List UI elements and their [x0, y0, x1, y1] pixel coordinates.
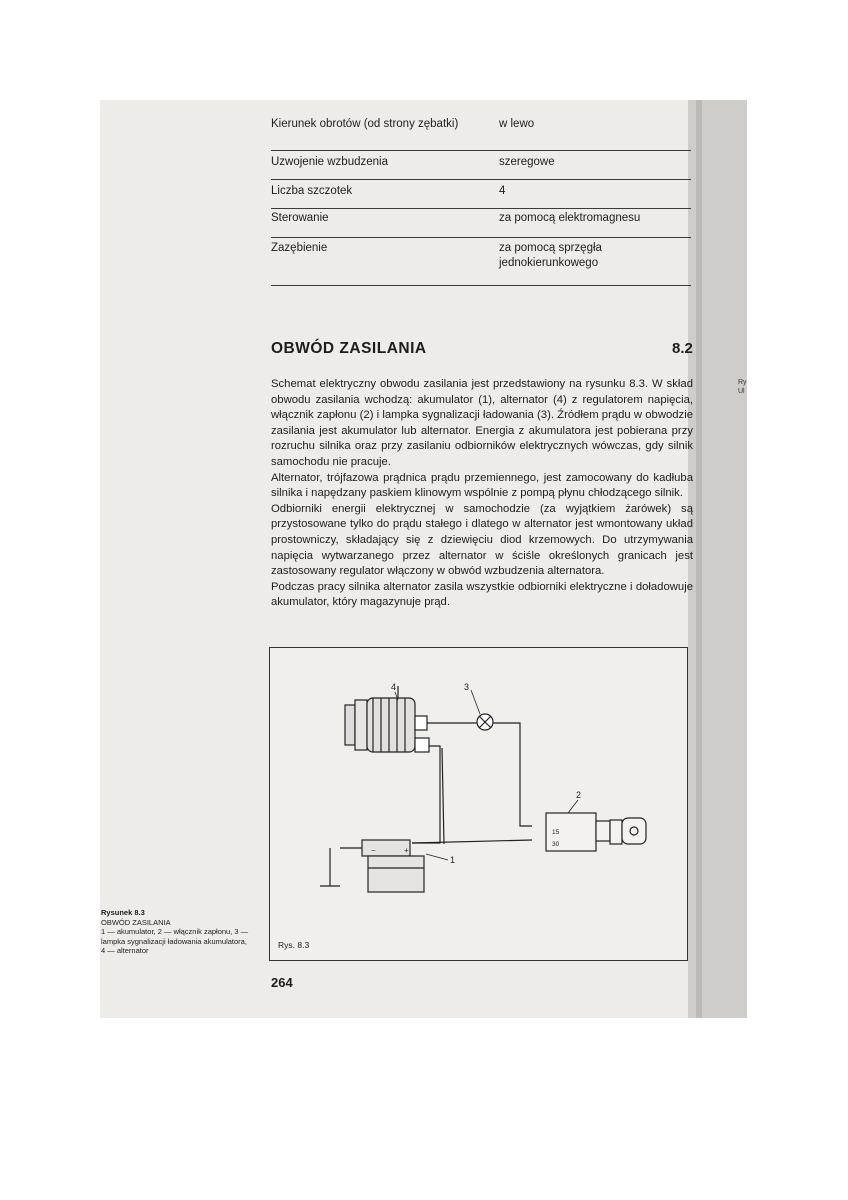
caption-title: Rysunek 8.3: [101, 908, 145, 917]
section-number: 8.2: [672, 340, 693, 357]
circuit-diagram: [269, 647, 688, 961]
paragraph: Podczas pracy silnika alternator zasila wszystkie odbiorniki elektryczne i doładowuje akumulator, który magazynuje prąd.: [271, 580, 693, 609]
figure-caption: [101, 908, 251, 956]
fragment-line: Ul: [738, 388, 745, 395]
callout-1: 1: [450, 855, 456, 865]
spec-key: Kierunek obrotów (od strony zębatki): [271, 118, 459, 130]
spec-value: w lewo: [499, 118, 535, 130]
page-number: 264: [271, 975, 293, 990]
spec-value: za pomocą sprzęgła jednokierunkowego: [499, 242, 602, 269]
facing-page-fragment: [738, 378, 747, 396]
callout-4: 4: [391, 682, 397, 692]
paragraph: Schemat elektryczny obwodu zasilania jest przedstawiony na rysunku 8.3. W skład obwodu zasilania wchodzą: akumulator (1), alternator (4) z regulatorem napięcia, włącznik zapłonu (2) i lampka sygnalizacji ładowania (3). Źródłem prądu w obwodzie zasilania jest akumulator lub alternator. Energia z akumulatora jest pobierana przy rozruchu silnika oraz przy zasilaniu odbiorników elektrycznych wówczas, gdy silnik samochodu nie pracuje.: [271, 378, 693, 468]
spec-key: Uzwojenie wzbudzenia: [271, 156, 388, 168]
ignition-switch-symbol: [546, 813, 646, 851]
spec-row: [271, 151, 691, 180]
caption-subtitle: OBWÓD ZASILANIA: [101, 917, 171, 927]
terminal-15: 15: [552, 829, 560, 836]
terminal-plus: +: [404, 846, 409, 855]
figure-label: Rys. 8.3: [278, 940, 310, 950]
section-title: OBWÓD ZASILANIA: [271, 340, 427, 357]
callout-3: 3: [464, 682, 470, 692]
spec-value: za pomocą elektromagnesu: [499, 212, 641, 224]
terminal-minus: −: [371, 846, 376, 855]
caption-text: 1 — akumulator, 2 — włącznik zapłonu, 3 — lampka sygnalizacji ładowania akumulatora, 4 — alternator: [101, 927, 249, 956]
body-text: [271, 377, 693, 611]
circuit-schematic: [270, 648, 687, 960]
spec-row: [271, 180, 691, 209]
warning-lamp-symbol: [477, 714, 493, 730]
callout-2: 2: [576, 790, 582, 800]
paragraph: Odbiorniki energii elektrycznej w samochodzie (za wyjątkiem żarówek) są przystosowane tylko do prądu stałego i dlatego w alternator jest wmontowany układ prostowniczy, składający się z dziewięciu diod krzemowych. Do utrzymywania napięcia wytwarzanego przez alternator w ściśle określonych granicach jest zastosowany regulator włączony w obwód wzbudzenia alternatora.: [271, 502, 693, 578]
spec-key: Zazębienie: [271, 242, 328, 254]
alternator-symbol: [345, 686, 429, 752]
spec-key: Sterowanie: [271, 212, 329, 224]
spec-value: 4: [499, 185, 506, 197]
fragment-line: Ry: [738, 379, 747, 386]
spec-row: [271, 209, 691, 238]
spec-value: szeregowe: [499, 156, 555, 168]
terminal-30: 30: [552, 841, 560, 848]
spec-row: [271, 117, 691, 151]
spec-table: [271, 117, 691, 286]
spec-key: Liczba szczotek: [271, 185, 353, 197]
paragraph: Alternator, trójfazowa prądnica prądu przemiennego, jest zamocowany do kadłuba silnika i napędzany paskiem klinowym wspólnie z pompą płynu chłodzącego silnik.: [271, 471, 693, 500]
spec-row: [271, 238, 691, 286]
